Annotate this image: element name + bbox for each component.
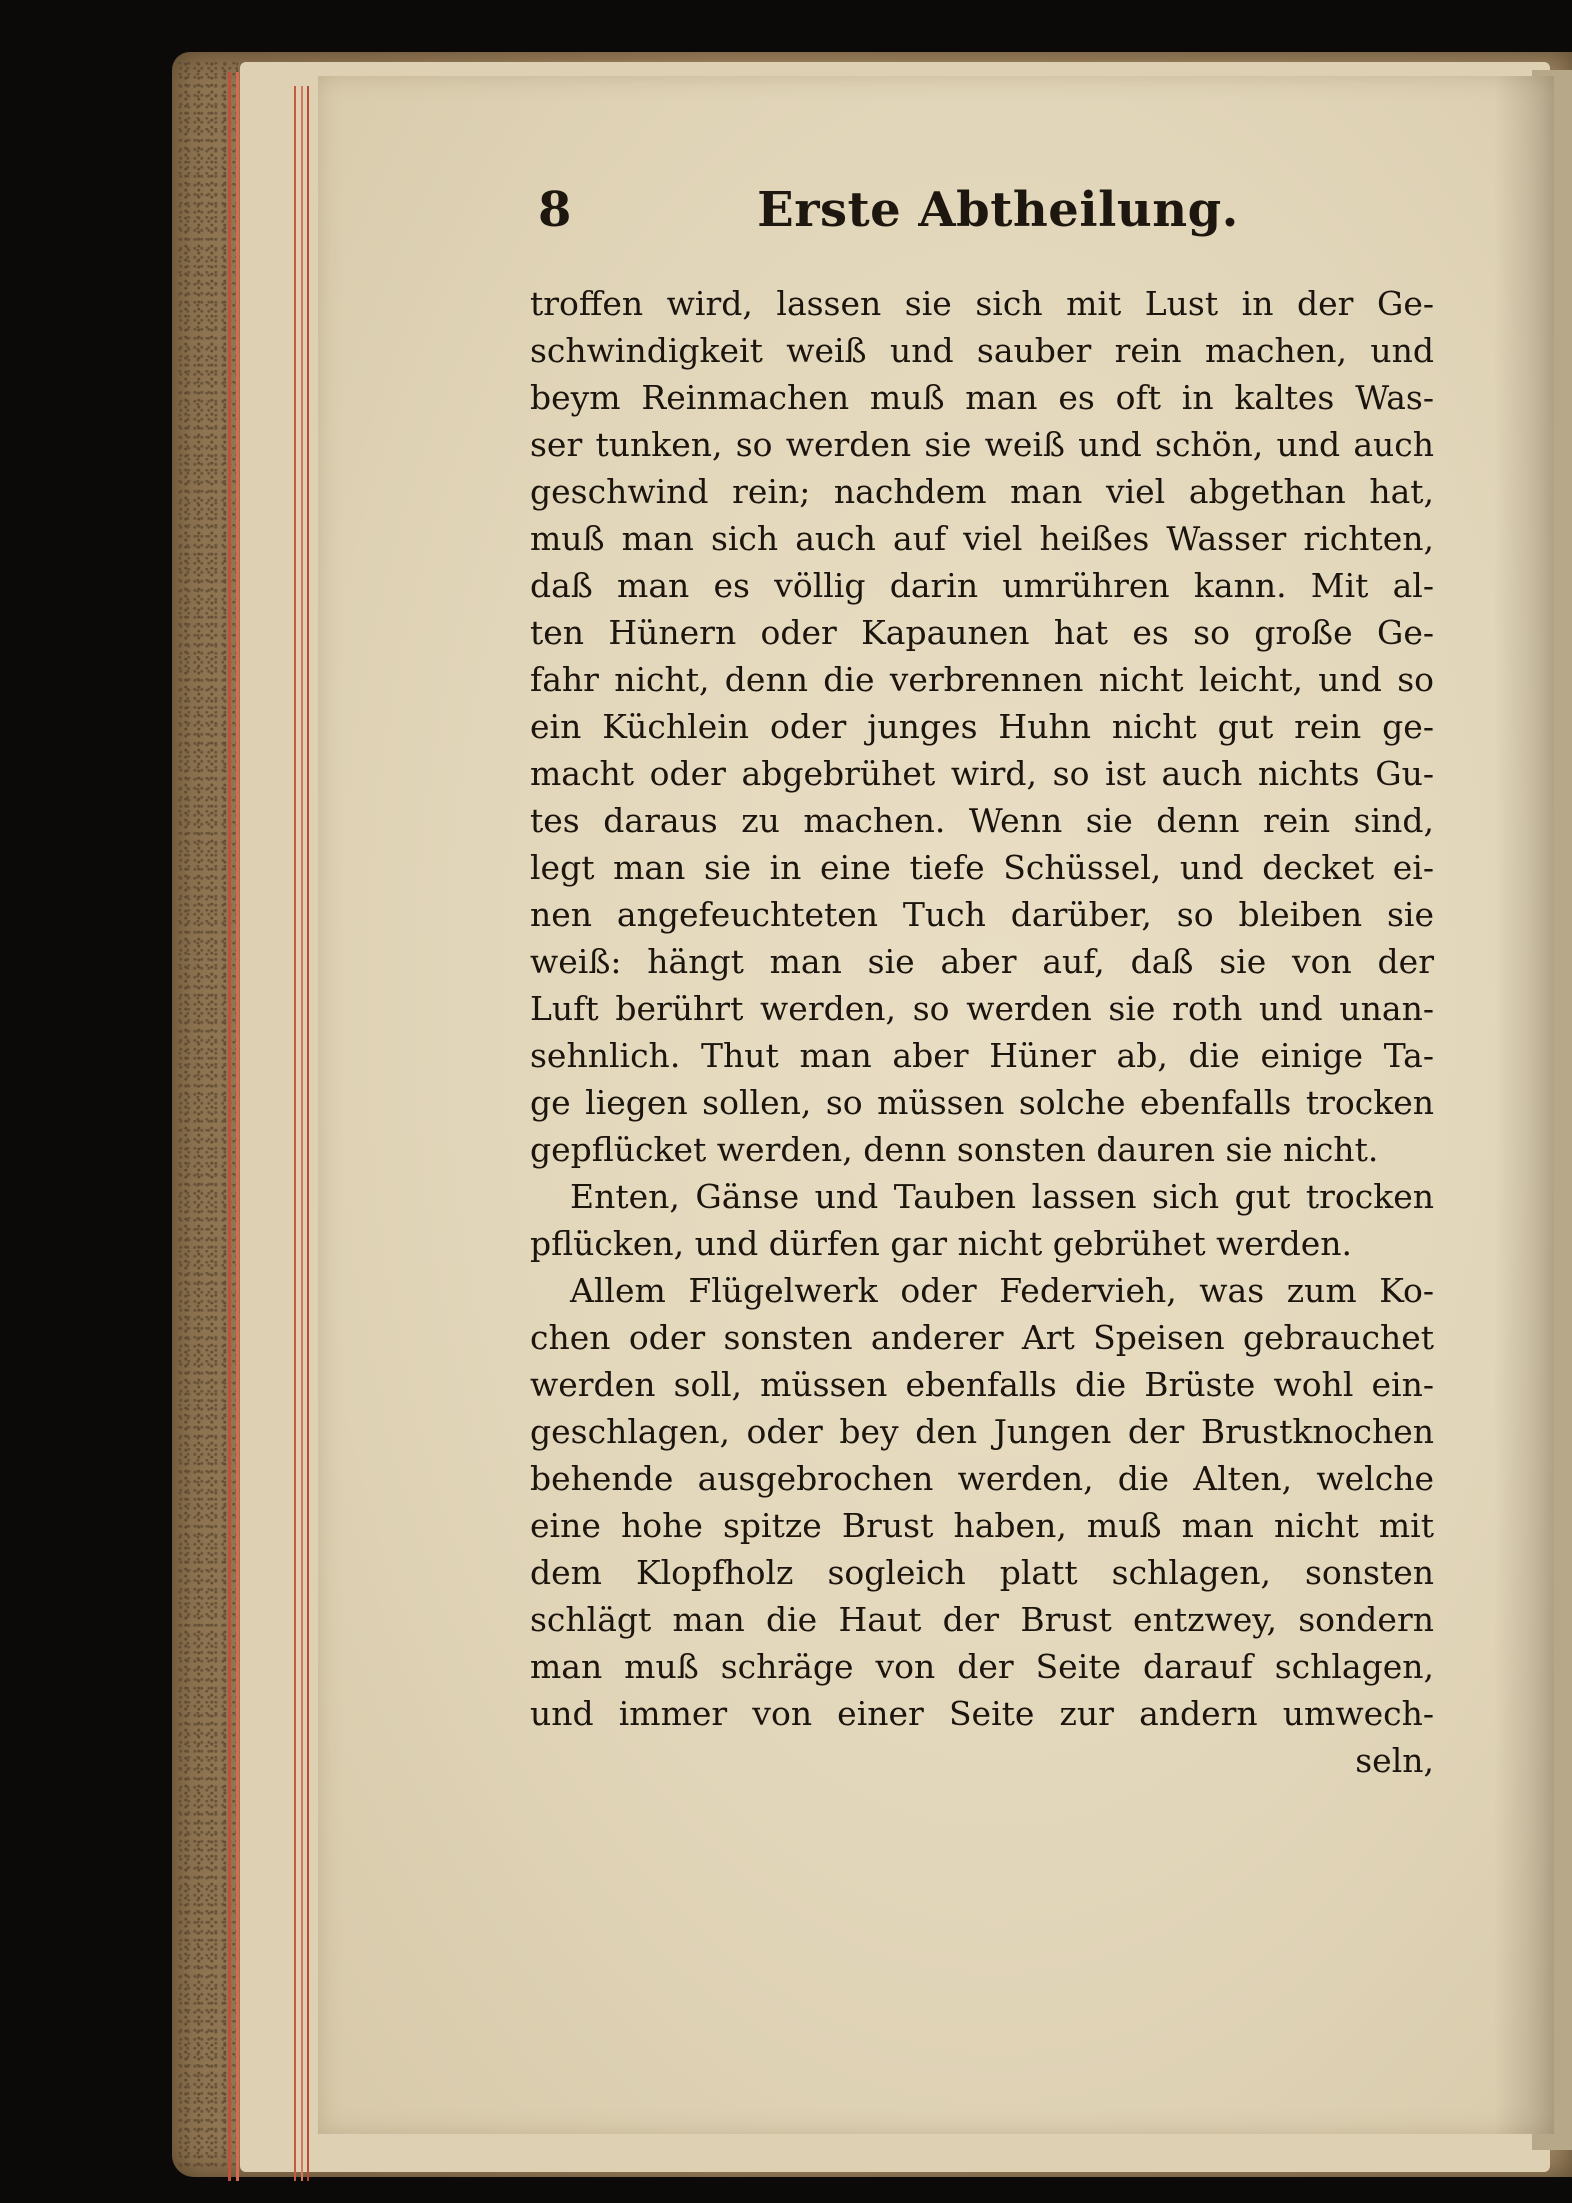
text-line: macht oder abgebrühet wird, so ist auch nichts Gu- xyxy=(530,754,1434,793)
text-line: ein Küchlein oder junges Huhn nicht gut rein ge- xyxy=(530,707,1434,746)
page-edge xyxy=(236,72,239,2181)
text-line: legt man sie in eine tiefe Schüssel, und decket ei- xyxy=(530,848,1434,887)
text-line: man muß schräge von der Seite darauf schlagen, xyxy=(530,1647,1434,1686)
text-line: weiß: hängt man sie aber auf, daß sie von der xyxy=(530,942,1434,981)
text-line: nen angefeuchteten Tuch darüber, so bleiben sie xyxy=(530,895,1434,934)
text-line: sehnlich. Thut man aber Hüner ab, die einige Ta- xyxy=(530,1036,1434,1075)
text-line: geschwind rein; nachdem man viel abgethan hat, xyxy=(530,472,1434,511)
text-line: behende ausgebrochen werden, die Alten, welche xyxy=(530,1459,1434,1498)
text-line: chen oder sonsten anderer Art Speisen gebrauchet xyxy=(530,1318,1434,1357)
text-line: ge liegen sollen, so müssen solche ebenfalls trocken xyxy=(530,1083,1434,1122)
page-edge xyxy=(301,86,303,2181)
gutter-shadow xyxy=(1494,76,1554,2134)
text-line: geschlagen, oder bey den Jungen der Brustknochen xyxy=(530,1412,1434,1451)
running-head: Erste Abtheilung. xyxy=(757,182,1239,238)
text-line: schwindigkeit weiß und sauber rein machen, und xyxy=(530,331,1434,370)
text-line: und immer von einer Seite zur andern umwech- xyxy=(530,1694,1434,1733)
text-line: fahr nicht, denn die verbrennen nicht leicht, und so xyxy=(530,660,1434,699)
text-line: gepflücket werden, denn sonsten dauren sie nicht. xyxy=(530,1130,1379,1169)
text-line: ten Hünern oder Kapaunen hat es so große Ge- xyxy=(530,613,1434,652)
text-line: Luft berührt werden, so werden sie roth und unan- xyxy=(530,989,1434,1028)
book-page xyxy=(318,76,1554,2134)
page-number: 8 xyxy=(538,182,572,238)
text-line: muß man sich auch auf viel heißes Wasser richten, xyxy=(530,519,1434,558)
text-line: seln, xyxy=(1355,1741,1434,1780)
text-line: Enten, Gänse und Tauben lassen sich gut trocken xyxy=(570,1177,1434,1216)
page-header xyxy=(538,182,1458,262)
page-edge xyxy=(228,72,231,2181)
text-line: beym Reinmachen muß man es oft in kaltes Was- xyxy=(530,378,1434,417)
text-line: tes daraus zu machen. Wenn sie denn rein sind, xyxy=(530,801,1434,840)
page-edge xyxy=(294,86,296,2181)
text-line: werden soll, müssen ebenfalls die Brüste wohl ein- xyxy=(530,1365,1434,1404)
text-line: daß man es völlig darin umrühren kann. Mit al- xyxy=(530,566,1434,605)
text-line: Allem Flügelwerk oder Federvieh, was zum Ko- xyxy=(570,1271,1434,1310)
text-line: eine hohe spitze Brust haben, muß man nicht mit xyxy=(530,1506,1434,1545)
text-line: schlägt man die Haut der Brust entzwey, sondern xyxy=(530,1600,1434,1639)
text-line: pflücken, und dürfen gar nicht gebrühet werden. xyxy=(530,1224,1353,1263)
text-line: troffen wird, lassen sie sich mit Lust in der Ge- xyxy=(530,284,1434,323)
text-line: ser tunken, so werden sie weiß und schön, und auch xyxy=(530,425,1434,464)
text-line: dem Klopfholz sogleich platt schlagen, sonsten xyxy=(530,1553,1434,1592)
page-edge xyxy=(307,86,309,2181)
body-text xyxy=(530,280,1434,1784)
